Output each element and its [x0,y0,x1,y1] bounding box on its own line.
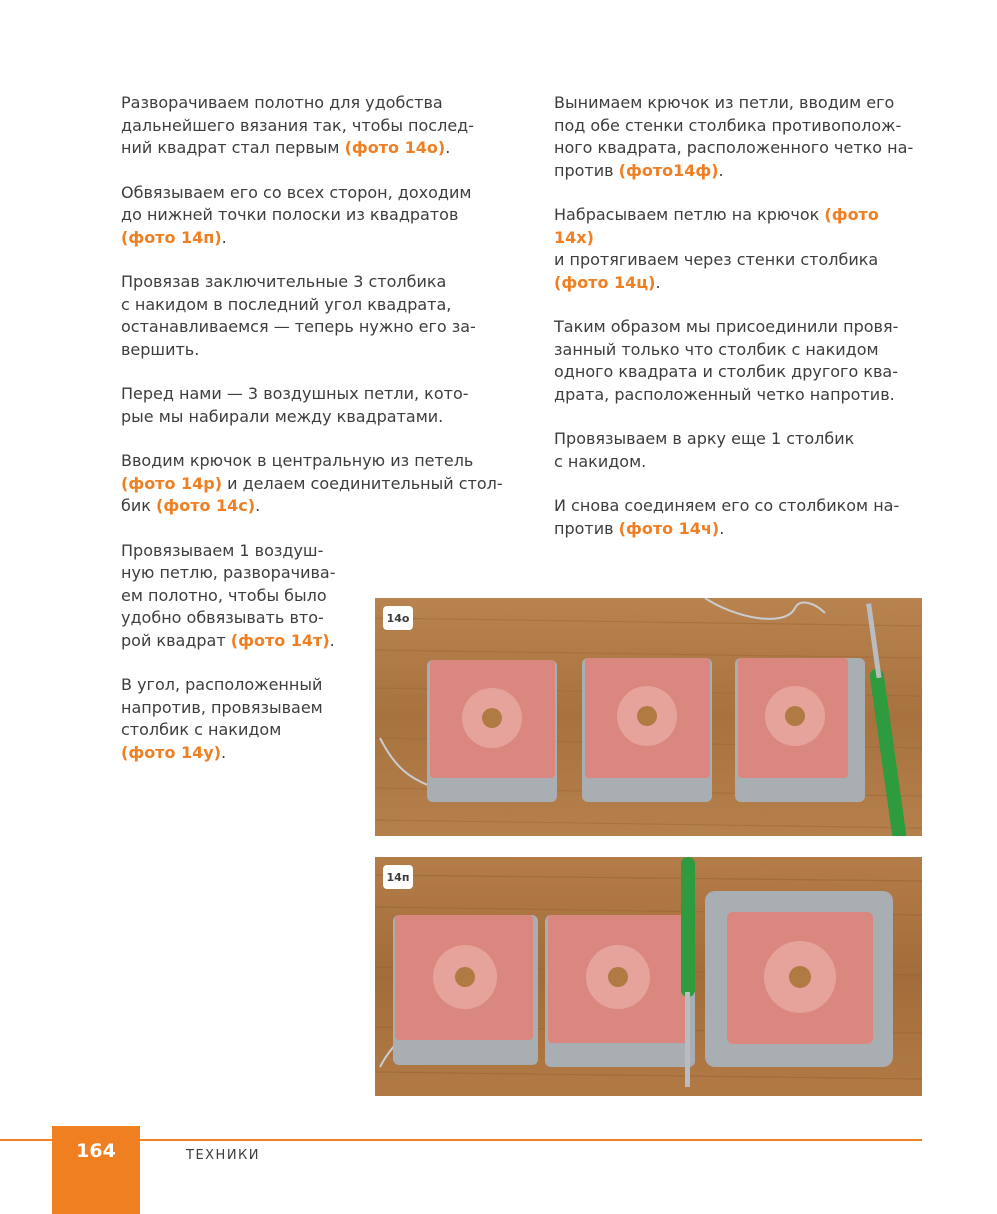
photo-reference: (фото 14ц) [554,272,656,292]
paragraph [121,182,516,250]
paragraph-text: и делаем соединительный стол- бик [121,473,503,515]
paragraph-text: Вынимаем крючок из петли, вводим его под обе стенки столбика противополож- ного квадрата, расположенного четко на- против [554,93,914,180]
photo-14p [375,857,922,1096]
paragraph-text: . [329,630,335,650]
paragraph [554,92,924,182]
paragraph-text: . [718,160,724,180]
section-title: ТЕХНИКИ [186,1148,261,1163]
paragraph [121,450,516,518]
photo-reference: (фото 14т) [230,630,330,650]
paragraph-text: Провязав заключительные 3 столбика с накидом в последний угол квадрата, останавливаемся — теперь нужно его за- вершить. [121,272,476,359]
paragraph [121,674,351,764]
photo-label: 14о [383,606,413,630]
paragraph-text: И снова соединяем его со столбиком на- против [554,496,900,538]
page-number: 164 [52,1126,140,1214]
right-column [554,92,924,562]
paragraph [121,383,516,428]
paragraph-text: Разворачиваем полотно для удобства дальнейшего вязания так, чтобы послед- ний квадрат стал первым [121,93,474,157]
photo-14p-image [375,857,922,1096]
photo-14o-image [375,598,922,836]
paragraph-text: В угол, расположенный напротив, провязываем столбик с накидом [121,675,323,739]
paragraph-text: Перед нами — 3 воздушных петли, кото- рые мы набирали между квадратами. [121,384,469,426]
photo-reference: (фото 14с) [156,496,256,515]
paragraph-text: Провязываем 1 воздуш- ную петлю, разворачива- ем полотно, чтобы было удобно обвязывать вто- рой квадрат [121,540,336,650]
paragraph [554,495,924,540]
paragraph-text: . [221,227,227,247]
paragraph-text: Провязываем в арку еще 1 столбик с накидом. [554,429,855,471]
paragraph [554,316,924,406]
photo-label: 14п [383,865,413,889]
paragraph-text: . [255,496,261,515]
paragraph-text: . [221,742,227,762]
paragraph-text: . [655,272,661,292]
photo-reference: (фото 14п) [121,227,222,247]
paragraph-text: и протягиваем через стенки столбика [554,250,879,269]
paragraph-text: . [445,138,451,157]
photo-reference: (фото 14у) [121,742,222,762]
paragraph-text: Набрасываем петлю на крючок [554,205,825,224]
paragraph [554,428,924,473]
paragraph-text: Таким образом мы присоединили провя- занный только что столбик с накидом одного квадрата и столбик другого ква- драта, расположенный четко напротив. [554,317,899,404]
photo-reference: (фото 14о) [344,138,446,157]
paragraph [121,92,516,160]
paragraph [121,271,516,361]
paragraph-text: . [719,518,725,538]
photo-reference: (фото14ф) [618,160,719,180]
photo-14o [375,598,922,836]
photo-reference: (фото 14х) [554,205,879,247]
photo-reference: (фото 14р) [121,473,223,493]
paragraph [554,204,924,294]
paragraph-text: Обвязываем его со всех сторон, доходим до нижней точки полоски из квадратов [121,182,472,224]
photo-reference: (фото 14ч) [618,518,720,538]
paragraph [121,540,351,653]
paragraph-text: Вводим крючок в центральную из петель [121,451,474,470]
